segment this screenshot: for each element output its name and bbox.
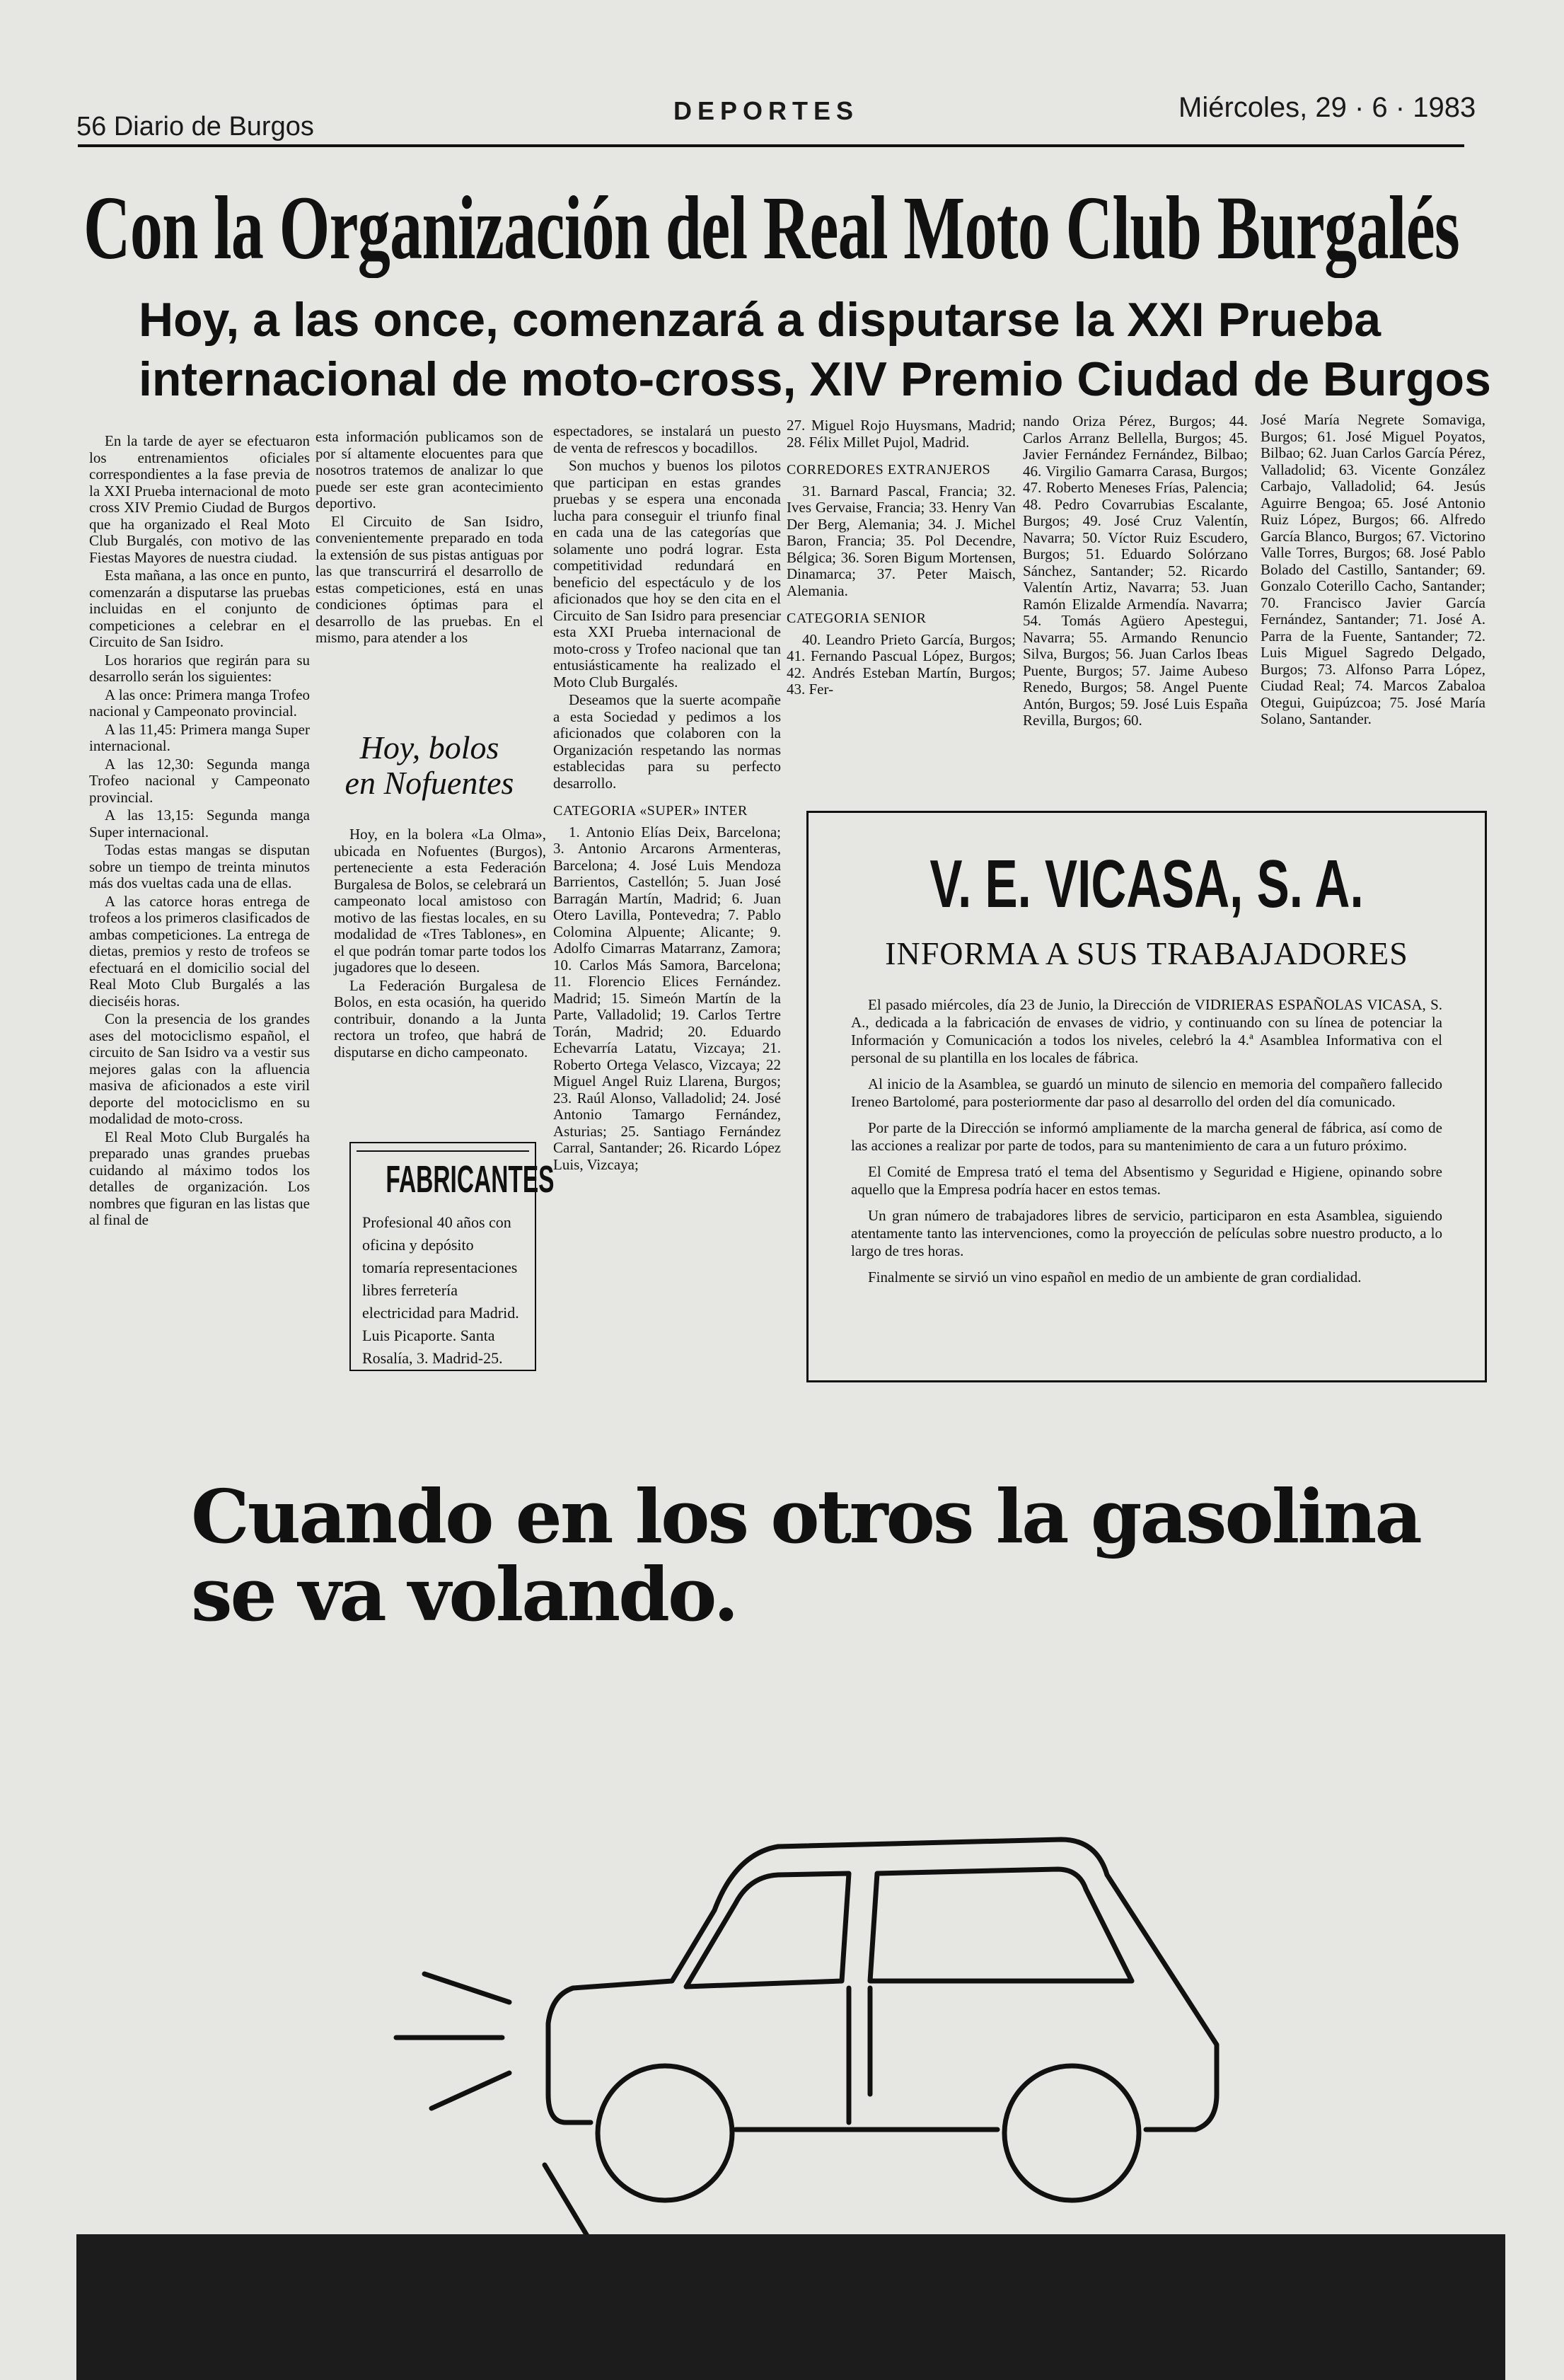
paragraph: Son muchos y buenos los pilotos que participan en estas grandes pruebas y se espera una enconada lucha para conseguir el triunfo final en cada una de las categorías que solamente uno podrá lograr. Esta competitividad redundará en beneficio del espectáculo y de los aficionados que hoy se den cita en el Circuito de San Isidro para presenciar esta XXI Prueba internacional de moto-cross y Trofeo nacional que tan entusiásticamente ha realizado el Moto Club Burgalés. [553, 457, 781, 691]
article-column-1 [89, 433, 310, 1230]
paragraph: A las catorce horas entrega de trofeos a los primeros clasificados de ambas competiciones. La entrega de dietas, premios y resto de trofeos se efectuará en el domicilio social del Real Moto Club Burgalés a las dieciséis horas. [89, 892, 310, 1010]
vicasa-heading: INFORMA A SUS TRABAJADORES [885, 935, 1408, 971]
main-headline: Con la Organización del Real Moto Club Burgalés [83, 178, 1460, 278]
headlight-ray [431, 2073, 509, 2108]
article-column-5 [1023, 413, 1248, 731]
paragraph: Con la presencia de los grandes ases del motociclismo español, el circuito de San Isidro va a vestir sus mejores galas con la afluencia masiva de aficionados a este viril deporte del motociclismo en su modalidad de moto-cross. [89, 1010, 310, 1127]
subheadline-line1: Hoy, a las once, comenzará a disputarse la XXI Prueba [139, 293, 1381, 347]
bolos-article [334, 826, 546, 1062]
vicasa-body [851, 996, 1442, 1286]
article-column-4 [787, 417, 1016, 700]
paragraph: A las 13,15: Segunda manga Super internacional. [89, 807, 310, 840]
category-extranjeros: CORREDORES EXTRANJEROS [787, 462, 991, 478]
paragraph: A las 11,45: Primera manga Super internacional. [89, 720, 310, 754]
paragraph: Hoy, en la bolera «La Olma», ubicada en Nofuentes (Burgos), perteneciente a esta Federación Burgalesa de Bolos, se celebrará un campeonato local amistoso con motivo de las fiestas locales, en su modalidad de «Tres Tablones», en el que podrán tomar parte todos los jugadores que lo deseen. [334, 826, 546, 976]
article-column-3 [553, 423, 781, 1174]
paragraph: Por parte de la Dirección se informó ampliamente de la marcha general de fábrica, así como de las acciones a realizar por parte de todos, para su mantenimiento de cara a un futuro próximo. [851, 1119, 1442, 1154]
paragraph: El Real Moto Club Burgalés ha preparado unas grandes pruebas cuidando al máximo todos los detalles de organización. Los nombres que figuran en las listas que al final de [89, 1128, 310, 1228]
rider-list: 40. Leandro Prieto García, Burgos; 41. Fernando Pascual López, Burgos; 42. Andrés Esteban Martín, Burgos; 43. Fer- [787, 630, 1016, 698]
gasoline-ad-slogan-line2: se va volando. [191, 1551, 737, 1638]
paragraph: A las once: Primera manga Trofeo nacional y Campeonato provincial. [89, 686, 310, 720]
category-senior: CATEGORIA SENIOR [787, 611, 927, 626]
category-super-inter: CATEGORIA «SUPER» INTER [553, 803, 748, 819]
header-rule [78, 144, 1464, 147]
paragraph: En la tarde de ayer se efectuaron los entrenamientos oficiales correspondientes a la fase previa de la XXI Prueba internacional de moto cross XIV Premio Ciudad de Burgos que ha organizado el Real Moto Club Burgalés, con motivo de las Fiestas Mayores de nuestra ciudad. [89, 432, 310, 566]
section-title: DEPORTES [673, 96, 859, 125]
page-number-paper-name: 56 Diario de Burgos [76, 112, 314, 141]
vicasa-ad [806, 811, 1487, 1382]
bolos-title [315, 730, 543, 801]
bolos-title-line2: en Nofuentes [344, 765, 514, 801]
rear-wheel [1004, 2066, 1139, 2200]
ad-rule [357, 1148, 529, 1152]
paragraph: El Comité de Empresa trató el tema del Absentismo y Seguridad e Higiene, opinando sobre aquello que la Empresa podría hacer en estos temas. [851, 1163, 1442, 1198]
car-illustration [382, 1811, 1401, 2250]
rider-list: 31. Barnard Pascal, Francia; 32. Ives Gervaise, Francia; 33. Henry Van Der Berg, Alemania; 34. J. Michel Baron, Francia; 35. Pol Decendre, Bélgica; 36. Soren Bigum Mortensen, Dinamarca; 37. Peter Maisch, Alemania. [787, 482, 1016, 599]
paragraph: El pasado miércoles, día 23 de Junio, la Dirección de VIDRIERAS ESPAÑOLAS VICASA, S. A., dedicada a la fabricación de envases de vidrio, y continuando con su línea de potenciar la Información y Comunicación a todos los niveles, celebró la 4.ª Asamblea Informativa con el personal de su plantilla en los locales de fábrica. [851, 996, 1442, 1066]
bolos-title-line1: Hoy, bolos [359, 729, 499, 766]
subheadline-line2: internacional de moto-cross, XIV Premio Ciudad de Burgos [139, 352, 1491, 406]
bottom-dark-band [76, 2234, 1505, 2380]
rider-list: 27. Miguel Rojo Huysmans, Madrid; 28. Félix Millet Pujol, Madrid. [787, 417, 1016, 451]
paragraph: espectadores, se instalará un puesto de venta de refrescos y bocadillos. [553, 422, 781, 456]
paragraph: A las 12,30: Segunda manga Trofeo nacional y Campeonato provincial. [89, 755, 310, 806]
front-wheel [598, 2066, 732, 2200]
paragraph: Deseamos que la suerte acompañe a esta Sociedad y pedimos a los aficionados que colaboren con la Organización respetando las normas establecidas para su perfecto desarrollo. [553, 691, 781, 792]
rear-window [870, 1869, 1132, 1981]
paragraph: Todas estas mangas se disputan sobre un tiempo de treinta minutos más dos vueltas cada una de ellas. [89, 841, 310, 891]
paragraph: Esta mañana, a las once en punto, comenzarán a disputarse las pruebas incluidas en el conjunto de competiciones a celebrar en el Circuito de San Isidro. [89, 567, 310, 650]
paragraph: El Circuito de San Isidro, convenientemente preparado en toda la extensión de sus pistas antiguas por las que transcurrirá el desarrollo de estas competiciones, está en unas condiciones óptimas para el desarrollo de las pruebas. En el mismo, para atender a los [315, 512, 543, 646]
rider-list: nando Oriza Pérez, Burgos; 44. Carlos Arranz Bellella, Burgos; 45. Javier Fernández Fernández, Bilbao; 46. Virgilio Gamarra Carasa, Burgos; 47. Roberto Meneses Frías, Palencia; 48. Pedro Covarrubias Escalante, Burgos; 49. José Cruz Valentín, Navarra; 50. Víctor Ruiz Escudero, Burgos; 51. Eduardo Solórzano Sánchez, Santander; 52. Ricardo Valentín Artiz, Navarra; 53. Juan Ramón Elizalde Armendía. Navarra; 54. Tomás Agüero Apestegui, Navarra; 55. Armando Renuncio Silva, Burgos; 56. Juan Carlos Ibeas Puente, Burgos; 57. Jaime Aubeso Renedo, Burgos; 58. Angel Puente Antón, Burgos; 59. José Luis España Revilla, Burgos; 60. [1023, 412, 1248, 729]
paragraph: Al inicio de la Asamblea, se guardó un minuto de silencio en memoria del compañero fallecido Ireneo Bartolomé, para posteriormente dar paso al desarrollo del orden del día comunicado. [851, 1075, 1442, 1110]
front-window [686, 1873, 849, 1987]
article-column-6 [1261, 412, 1485, 729]
issue-date: Miércoles, 29 · 6 · 1983 [1178, 92, 1476, 123]
paragraph: Los horarios que regirán para su desarrollo serán los siguientes: [89, 651, 310, 685]
fabricantes-title: FABRICANTES [386, 1158, 555, 1201]
paragraph: La Federación Burgalesa de Bolos, en esta ocasión, ha querido contribuir, donando a la Junta rectora un trofeo, que habrá de disputarse en dicho campeonato. [334, 976, 546, 1061]
headlight-ray [424, 1974, 509, 2002]
fabricantes-ad [349, 1142, 555, 1371]
rider-list: 1. Antonio Elías Deix, Barcelona; 3. Antonio Arcarons Armenteras, Barcelona; 4. José Luis Mendoza Barrientos, Castellón; 5. Juan José Barragán Martín, Madrid; 6. Juan Otero Lavilla, Pontevedra; 7. Pablo Colomina Alpuente; Alicante; 9. Adolfo Cimarras Matarranz, Zamora; 10. Carlos Más Samora, Barcelona; 11. Florencio Elices Fernández. Madrid; 15. Simeón Martín de la Parte, Valladolid; 19. Carlos Tertre Torán, Madrid; 20. Eduardo Echevarría Latatu, Vizcaya; 21. Roberto Ortega Velasco, Vizcaya; 22 Miguel Angel Ruiz Llarena, Burgos; 23. Raúl Alonso, Valladolid; 24. José Antonio Tamargo Fernández, Asturias; 25. Santiago Fernández Carral, Santander; 26. Ricardo López Luis, Vizcaya; [553, 823, 781, 1173]
paragraph: Finalmente se sirvió un vino español en medio de un ambiente de gran cordialidad. [868, 1269, 1362, 1286]
car-front [548, 1988, 591, 2122]
paragraph: Un gran número de trabajadores libres de servicio, participaron en esta Asamblea, siguiendo atentamente tanto las intervenciones, como la proyección de películas sobre nuestro producto, a lo largo de tres horas. [851, 1207, 1442, 1259]
paragraph: esta información publicamos son de por sí altamente elocuentes para que nosotros tratemos de analizar lo que puede ser este gran acontecimiento deportivo. [315, 428, 543, 512]
fabricantes-body: Profesional 40 años con oficina y depósito tomaría representaciones libres ferretería electricidad para Madrid. Luis Picaporte. Santa Rosalía, 3. Madrid-25. [362, 1213, 519, 1367]
gasoline-ad-slogan-line1: Cuando en los otros la gasolina [191, 1473, 1420, 1560]
article-column-2 [315, 429, 543, 648]
motion-line [545, 2165, 587, 2236]
vicasa-company-name: V. E. VICASA, S. A. [929, 846, 1364, 922]
rider-list: José María Negrete Somaviga, Burgos; 61. José Miguel Poyatos, Bilbao; 62. Juan Carlos García Pérez, Valladolid; 63. Vicente González Carbajo, Valladolid; 64. Jesús Aguirre Bengoa; 65. José Antonio Ruiz López, Burgos; 66. Alfredo García Blanco, Burgos; 67. Victorino Valle Torres, Burgos; 68. José Pablo Bolado del Castillo, Santander; 69. Gonzalo Coterillo Cacho, Santander; 70. Francisco Javier García Fernández, Santander; 71. José A. Parra de la Fuente, Santander; 72. Luis Miguel Sagredo Delgado, Burgos; 73. Alfonso Parra López, Ciudad Real; 74. Marcos Zabaloa Otegui, Guipúzcoa; 75. José María Solano, Santander. [1261, 411, 1485, 727]
